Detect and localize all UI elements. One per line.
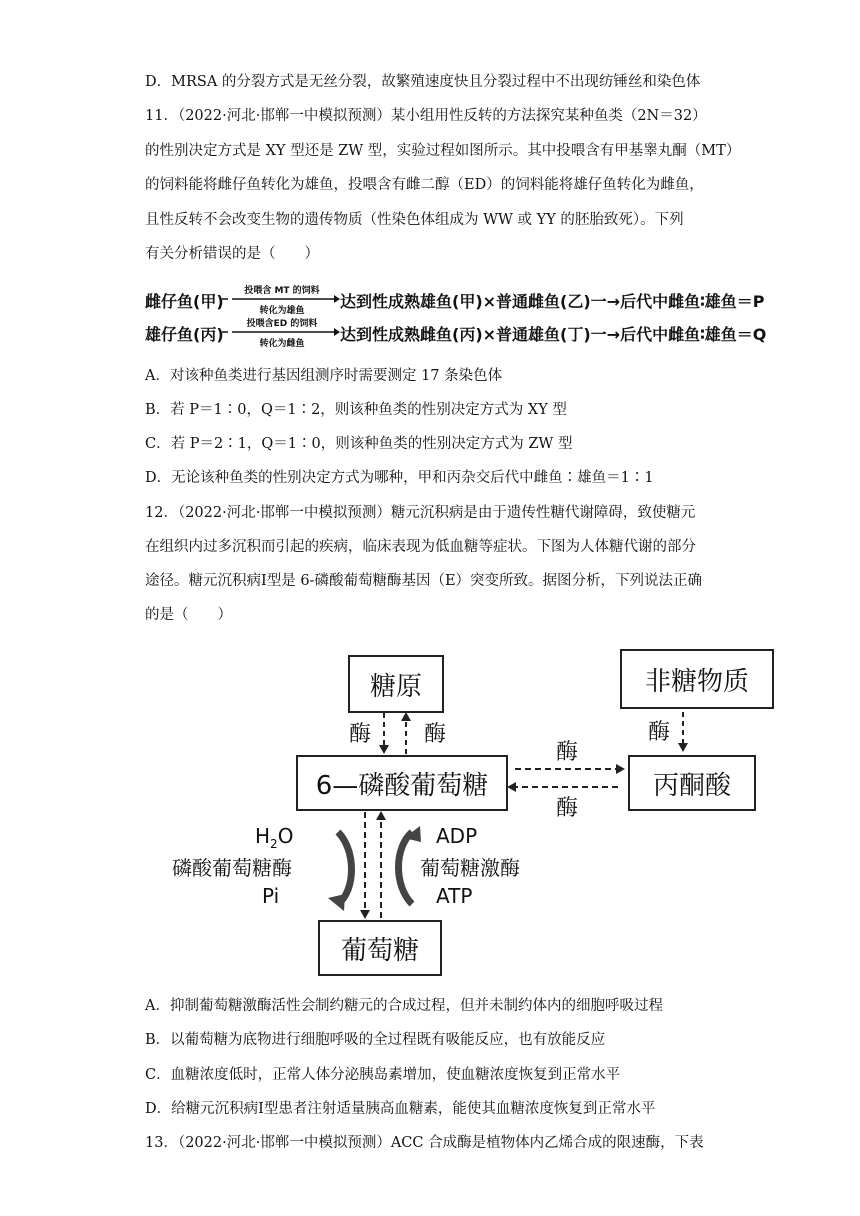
q11-stem-line4: 且性反转不会改变生物的遗传物质（性染色体组成为 WW 或 YY 的胚胎致死）。下列 — [145, 212, 684, 228]
q10-option-d: D．MRSA 的分裂方式是无丝分裂，故繁殖速度快且分裂过程中不出现纺锤丝和染色体 — [145, 74, 701, 90]
schema-row2-end: 达到性成熟雌鱼(丙)×普通雄鱼(丁)一→后代中雌鱼∶雄鱼＝Q — [340, 325, 767, 344]
q12-option-d: D．给糖元沉积病Ⅰ型患者注射适量胰高血糖素，能使其血糖浓度恢复到正常水平 — [145, 1101, 656, 1117]
q11-stem-line2: 的性别决定方式是 XY 型还是 ZW 型，实验过程如图所示。其中投喂含有甲基睾丸酮（MT） — [145, 143, 741, 159]
hexokinase-label: 葡萄糖激酶 — [420, 856, 520, 880]
adp-label: ADP — [436, 824, 478, 848]
h2o-sub: 2 — [270, 837, 278, 851]
q12-stem-line1: 12．（2022·河北·邯郸一中模拟预测）糖元沉积病是由于遗传性糖代谢障碍，致使糖元 — [145, 505, 696, 521]
q12-option-a: A．抑制葡萄糖激酶活性会制约糖元的合成过程，但并未制约体内的细胞呼吸过程 — [145, 998, 663, 1014]
q11-option-a: A．对该种鱼类进行基因组测序时需要测定 17 条染色体 — [145, 368, 503, 384]
q11-option-b: B．若 P＝1∶0，Q＝1∶2，则该种鱼类的性别决定方式为 XY 型 — [145, 402, 567, 418]
h2o-o: O — [277, 824, 294, 848]
g6pase-label: 磷酸葡萄糖酶 — [172, 856, 292, 880]
glucose-box: 葡萄糖 — [318, 920, 442, 976]
schema-row1-end: 达到性成熟雄鱼(甲)×普通雌鱼(乙)一→后代中雌鱼∶雄鱼＝P — [340, 292, 765, 311]
glycogen-box: 糖原 — [348, 655, 444, 713]
enzyme-label-2: 酶 — [424, 722, 447, 747]
g6p-box: 6—磷酸葡萄糖 — [296, 755, 508, 811]
nonsugar-box: 非糖物质 — [620, 649, 774, 709]
q11-stem-line3: 的饲料能将雌仔鱼转化为雄鱼，投喂含有雌二醇（ED）的饲料能将雄仔鱼转化为雌鱼， — [145, 177, 704, 193]
q11-option-d: D．无论该种鱼类的性别决定方式为哪种，甲和丙杂交后代中雌鱼∶雄鱼＝1∶1 — [145, 470, 654, 486]
enzyme-label-1: 酶 — [349, 722, 372, 747]
h2o-h: H — [255, 824, 271, 848]
atp-label: ATP — [436, 884, 473, 908]
enzyme-label-3: 酶 — [648, 720, 671, 745]
enzyme-label-5: 酶 — [556, 796, 579, 821]
q11-option-c: C．若 P＝2∶1，Q＝1∶0，则该种鱼类的性别决定方式为 ZW 型 — [145, 436, 573, 452]
schema-row2-arrow-top: 投喂含ED 的饲料 — [246, 319, 318, 329]
schema-row1-start: 雌仔鱼(甲) — [145, 292, 224, 311]
pi-label: Pi — [262, 884, 280, 908]
q11-stem-line1: 11．（2022·河北·邯郸一中模拟预测）某小组用性反转的方法探究某种鱼类（2N＝32） — [145, 108, 707, 124]
pyruvate-box: 丙酮酸 — [628, 755, 756, 811]
enzyme-label-4: 酶 — [556, 740, 579, 765]
schema-row2-arrow-bottom: 转化为雌鱼 — [259, 339, 305, 349]
schema-row2-start: 雄仔鱼(丙) — [145, 325, 224, 344]
schema-row1-arrow-top: 投喂含 MT 的饲料 — [244, 286, 320, 296]
schema-row1-arrow-bottom: 转化为雄鱼 — [259, 306, 305, 316]
h2o-label — [255, 824, 293, 851]
q12-stem-line4: 的是（ ） — [145, 607, 232, 623]
q11-stem-line5: 有关分析错误的是（ ） — [145, 246, 319, 262]
q12-stem-line2: 在组织内过多沉积而引起的疾病，临床表现为低血糖等症状。下图为人体糖代谢的部分 — [145, 539, 696, 555]
q13-stem-line1: 13．（2022·河北·邯郸一中模拟预测）ACC 合成酶是植物体内乙烯合成的限速酶，下表 — [145, 1135, 704, 1151]
q12-option-b: B．以葡萄糖为底物进行细胞呼吸的全过程既有吸能反应，也有放能反应 — [145, 1032, 606, 1048]
q12-option-c: C．血糖浓度低时，正常人体分泌胰岛素增加，使血糖浓度恢复到正常水平 — [145, 1067, 621, 1083]
q12-stem-line3: 途径。糖元沉积病Ⅰ型是 6-磷酸葡萄糖酶基因（E）突变所致。据图分析，下列说法正确 — [145, 573, 703, 589]
